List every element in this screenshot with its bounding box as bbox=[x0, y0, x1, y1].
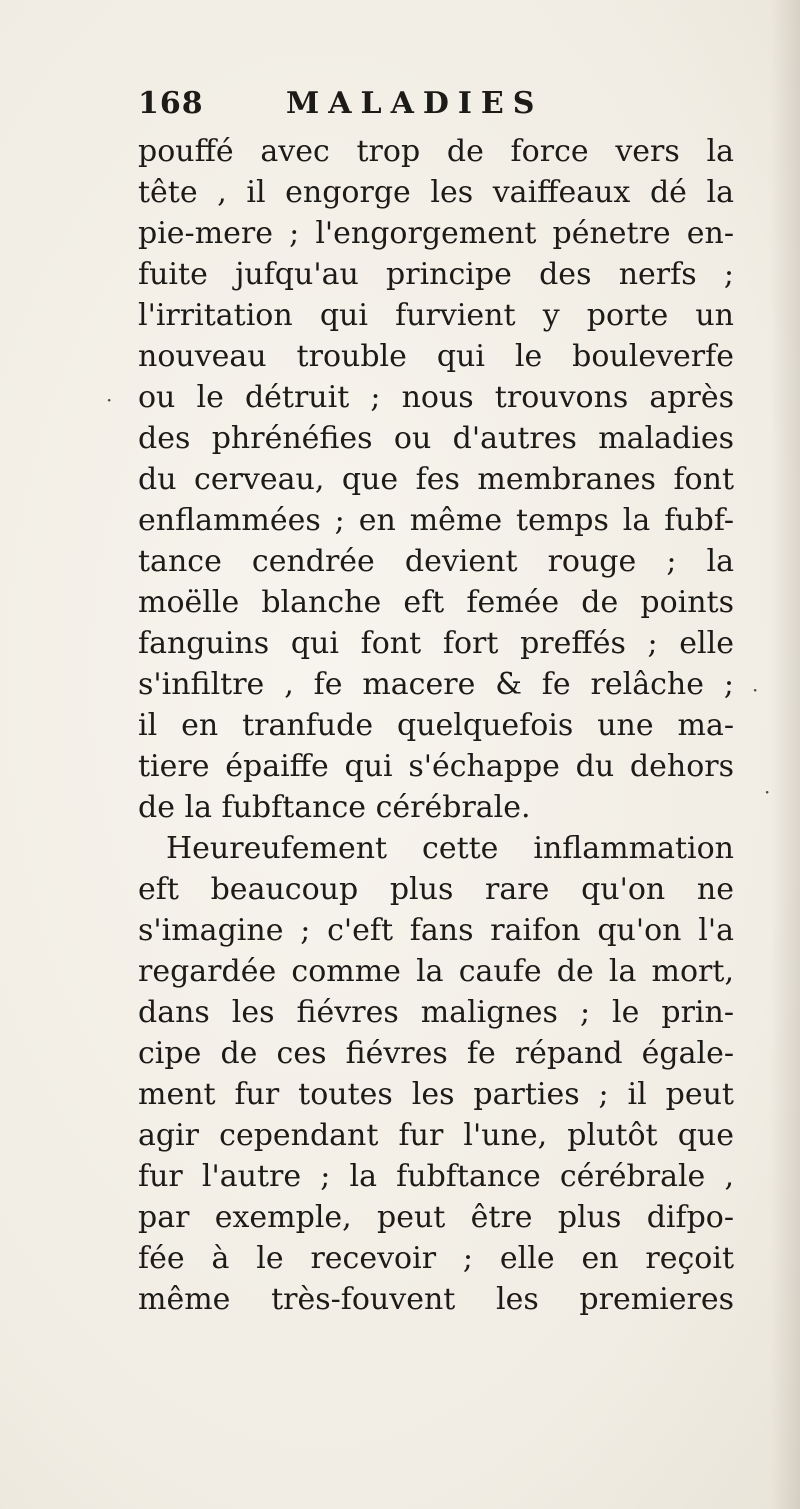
text-line: tête , il engorge les vaiffeaux dé la bbox=[138, 175, 734, 210]
margin-speck: · bbox=[764, 780, 771, 804]
text-line: enflammées ; en même temps la fubf- bbox=[138, 503, 734, 538]
text-line: l'irritation qui furvient y porte un bbox=[138, 298, 734, 333]
paragraph-end-line: de la fubftance cérébrale. bbox=[138, 790, 531, 825]
text-line: fur l'autre ; la fubftance cérébrale , bbox=[138, 1159, 734, 1194]
text-line: tance cendrée devient rouge ; la bbox=[138, 544, 734, 579]
text-line: ment fur toutes les parties ; il peut bbox=[138, 1077, 734, 1112]
text-line: pie-mere ; l'engorgement pénetre en- bbox=[138, 216, 734, 251]
text-line: fuite jufqu'au principe des nerfs ; bbox=[138, 257, 734, 292]
text-line: agir cependant fur l'une, plutôt que bbox=[138, 1118, 734, 1153]
text-line: ou le détruit ; nous trouvons après bbox=[138, 380, 734, 415]
paragraph-start-line: Heureufement cette inflammation bbox=[166, 831, 734, 866]
text-line: moëlle blanche eft femée de points bbox=[138, 585, 734, 620]
body-text bbox=[138, 131, 734, 1320]
text-line: fanguins qui font fort preffés ; elle bbox=[138, 626, 734, 661]
text-line: pouffé avec trop de force vers la bbox=[138, 134, 734, 169]
page-number: 168 bbox=[138, 86, 204, 121]
text-line: eft beaucoup plus rare qu'on ne bbox=[138, 872, 734, 907]
text-line: s'imagine ; c'eft fans raifon qu'on l'a bbox=[138, 913, 734, 948]
text-line: par exemple, peut être plus difpo- bbox=[138, 1200, 734, 1235]
page-header bbox=[138, 86, 738, 126]
text-line: des phrénéfies ou d'autres maladies bbox=[138, 421, 734, 456]
text-line: s'infiltre , fe macere & fe relâche ; bbox=[138, 667, 734, 702]
text-line: même très-fouvent les premieres bbox=[138, 1282, 734, 1317]
text-line: fée à le recevoir ; elle en reçoit bbox=[138, 1241, 734, 1276]
margin-speck: · bbox=[106, 388, 113, 412]
text-line: cipe de ces fiévres fe répand égale- bbox=[138, 1036, 734, 1071]
text-line: il en tranfude quelquefois une ma- bbox=[138, 708, 734, 743]
text-line: dans les fiévres malignes ; le prin- bbox=[138, 995, 734, 1030]
margin-speck: · bbox=[752, 678, 759, 702]
text-line: tiere épaiffe qui s'échappe du dehors bbox=[138, 749, 734, 784]
text-line: nouveau trouble qui le bouleverfe bbox=[138, 339, 734, 374]
running-title: MALADIES bbox=[286, 86, 544, 121]
text-line: regardée comme la caufe de la mort, bbox=[138, 954, 734, 989]
text-line: du cerveau, que fes membranes font bbox=[138, 462, 734, 497]
